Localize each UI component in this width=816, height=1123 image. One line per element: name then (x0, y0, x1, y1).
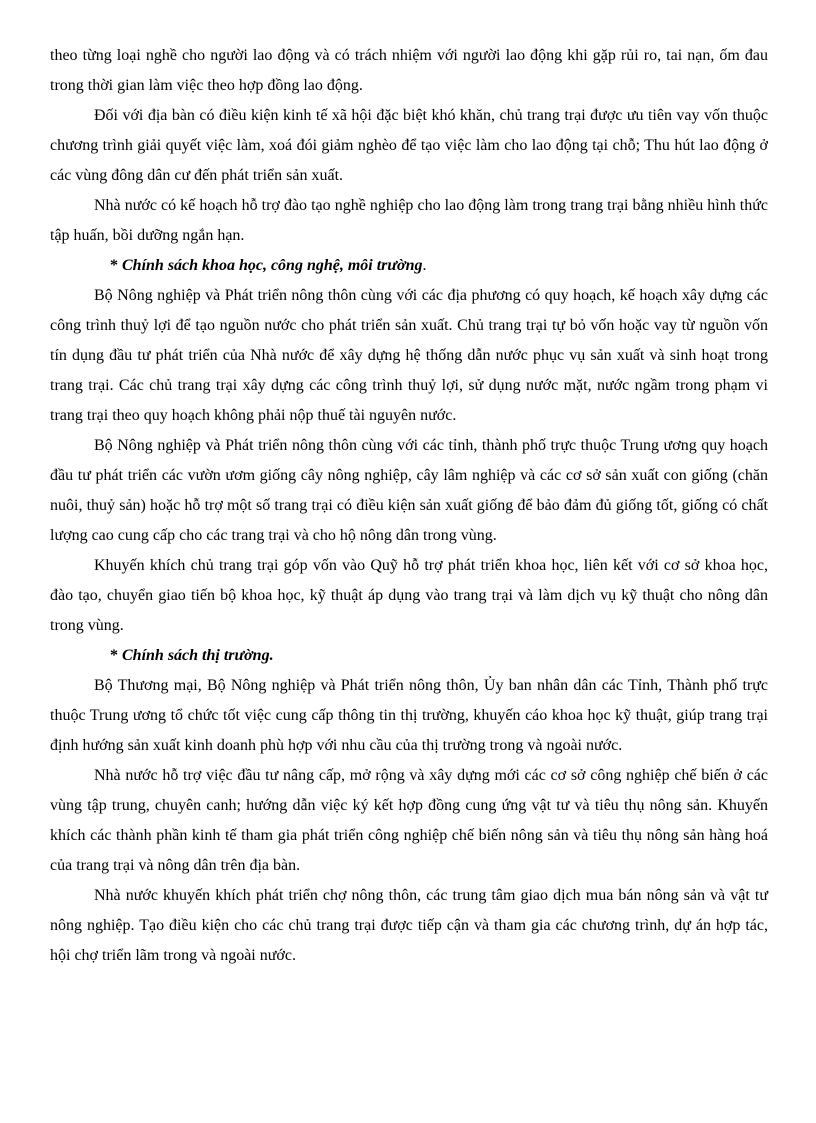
paragraph-loan-priority: Đối với địa bàn có điều kiện kinh tế xã hội đặc biệt khó khăn, chủ trang trại được ưu tiên vay vốn thuộc chương trình giải quyết việc làm, xoá đói giảm nghèo để tạo việc làm cho lao động tại chỗ; Thu hút lao động ở các vùng đông dân cư đến phát triển sản xuất. (50, 107, 768, 184)
heading-title: Chính sách thị trường. (122, 647, 274, 664)
heading-bullet: * (110, 647, 122, 664)
section-heading-market (50, 641, 768, 671)
paragraph-rural-markets: Nhà nước khuyến khích phát triển chợ nông thôn, các trung tâm giao dịch mua bán nông sản và vật tư nông nghiệp. Tạo điều kiện cho các chủ trang trại được tiếp cận và tham gia các chương trình, dự án hợp tác, hội chợ triển lãm trong và ngoài nước. (50, 887, 768, 964)
paragraph-vocational-training: Nhà nước có kế hoạch hỗ trợ đào tạo nghề nghiệp cho lao động làm trong trang trại bằng nhiều hình thức tập huấn, bồi dưỡng ngắn hạn. (50, 197, 768, 244)
paragraph-irrigation: Bộ Nông nghiệp và Phát triển nông thôn cùng với các địa phương có quy hoạch, kế hoạch xây dựng các công trình thuỷ lợi để tạo nguồn nước cho phát triển sản xuất. Chủ trang trại tự bỏ vốn hoặc vay từ nguồn vốn tín dụng đầu tư phát triển của Nhà nước để xây dựng hệ thống dẫn nước phục vụ sản xuất và sinh hoạt trong trang trại. Các chủ trang trại xây dựng các công trình thuỷ lợi, sử dụng nước mặt, nước ngầm trong phạm vi trang trại theo quy hoạch không phải nộp thuế tài nguyên nước. (50, 287, 768, 424)
paragraph-market-information: Bộ Thương mại, Bộ Nông nghiệp và Phát triển nông thôn, Ủy ban nhân dân các Tỉnh, Thành phố trực thuộc Trung ương tổ chức tốt việc cung cấp thông tin thị trường, khuyến cáo khoa học kỹ thuật, giúp trang trại định hướng sản xuất kinh doanh phù hợp với nhu cầu của thị trường trong và ngoài nước. (50, 677, 768, 754)
document-page (50, 41, 768, 971)
heading-bullet: * (110, 257, 122, 274)
paragraph-science-fund: Khuyến khích chủ trang trại góp vốn vào Quỹ hỗ trợ phát triển khoa học, liên kết với cơ sở khoa học, đào tạo, chuyển giao tiến bộ khoa học, kỹ thuật áp dụng vào trang trại và làm dịch vụ kỹ thuật cho nông dân trong vùng. (50, 557, 768, 634)
heading-tail: . (422, 257, 427, 274)
section-heading-science-technology (50, 251, 768, 281)
paragraph-seed-nurseries: Bộ Nông nghiệp và Phát triển nông thôn cùng với các tỉnh, thành phố trực thuộc Trung ương quy hoạch đầu tư phát triển các vườn ươm giống cây nông nghiệp, cây lâm nghiệp và các cơ sở sản xuất con giống (chăn nuôi, thuỷ sản) hoặc hỗ trợ một số trang trại có điều kiện sản xuất giống để bảo đảm đủ giống tốt, giống có chất lượng cao cung cấp cho các trang trại và cho hộ nông dân trong vùng. (50, 437, 768, 544)
paragraph-labor-insurance: theo từng loại nghề cho người lao động và có trách nhiệm với người lao động khi gặp rủi ro, tai nạn, ốm đau trong thời gian làm việc theo hợp đồng lao động. (50, 47, 768, 94)
heading-title: Chính sách khoa học, công nghệ, môi trường (122, 257, 423, 274)
paragraph-processing-industry: Nhà nước hỗ trợ việc đầu tư nâng cấp, mở rộng và xây dựng mới các cơ sở công nghiệp chế biến ở các vùng tập trung, chuyên canh; hướng dẫn việc ký kết hợp đồng cung ứng vật tư và tiêu thụ nông sản. Khuyến khích các thành phần kinh tế tham gia phát triển công nghiệp chế biến nông sản và tiêu thụ nông sản hàng hoá của trang trại và nông dân trên địa bàn. (50, 767, 768, 874)
